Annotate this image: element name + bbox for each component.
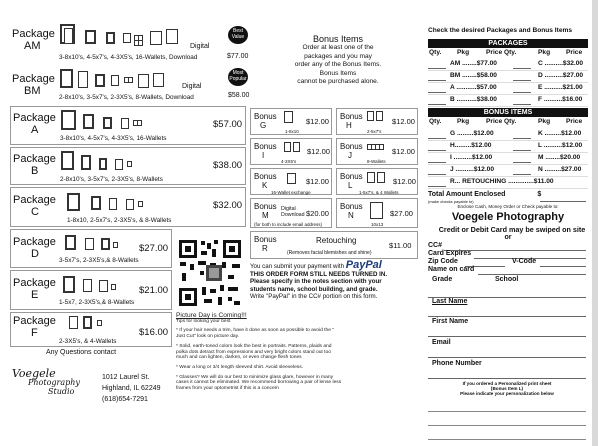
email-label: Email xyxy=(432,339,451,346)
package-am-desc: 3-8x10's, 4-5x7's, 4-3X5's, 16-Wallets, Download xyxy=(59,54,198,61)
package-am-digital: Digital xyxy=(190,43,210,50)
table-row[interactable]: G .........$12.00 K .........$12.00 xyxy=(428,129,588,141)
package-c-desc: 1-8x10, 2-5x7's, 2-3X5's, & 8-Wallets xyxy=(67,217,172,224)
package-bm-name: Package BM xyxy=(12,73,55,97)
first-name-label: First Name xyxy=(432,318,469,325)
bonus-n-box[interactable]: Bonus N 10x13 $27.00 xyxy=(336,198,418,228)
payment-info: You can submit your payment with PayPal THIS ORDER FORM STILL NEEDS TURNED IN. Please specify in the notes section with your students name, school building, and grade. Write "PayPal" in the CC# portion on this form. xyxy=(250,259,388,300)
personalization-field-2[interactable] xyxy=(428,412,586,426)
packages-col-headers: Qty. Pkg Price Qty. Pkg Price xyxy=(429,49,583,56)
v-code-label: V-Code xyxy=(512,258,537,265)
package-d-price: $27.00 xyxy=(139,243,169,254)
name-on-card-field[interactable] xyxy=(478,274,586,275)
total-amount: Total Amount Enclosed $ xyxy=(428,191,542,198)
bonus-i-box[interactable]: Bonus I 4-3X5's $12.00 xyxy=(250,138,332,165)
last-name-label: Last Name xyxy=(432,298,468,305)
phone-number-label: Phone Number xyxy=(432,360,482,367)
bonus-m-box[interactable]: Bonus M Digital Download (for both to include email address) $20.00 xyxy=(250,198,332,228)
package-b-name: Package B xyxy=(13,153,56,177)
packages-bar: PACKAGES xyxy=(428,39,588,48)
package-e-name: Package E xyxy=(13,277,56,301)
package-e-desc: 1-5x7, 2-3X5's,& 8-Wallets xyxy=(59,299,135,306)
package-b-desc: 2-8x10's, 3-5x7's, 2-3X5's, 8-Wallets xyxy=(60,176,163,183)
bonus-col-headers: Qty. Pkg Price Qty. Pkg Price xyxy=(429,118,583,125)
qr-code[interactable] xyxy=(176,237,244,309)
card-expires-label: Card Expires xyxy=(428,250,472,257)
package-f-box[interactable] xyxy=(10,312,172,347)
personalization-field-3[interactable] xyxy=(428,426,586,440)
phone-number-field[interactable] xyxy=(428,368,586,379)
bonus-k-box[interactable]: Bonus K 16-Wallet exchange $12.00 xyxy=(250,168,332,195)
studio-address: 1012 Laurel St. Highland, IL 62249 (618)654-7291 xyxy=(102,374,161,403)
email-field[interactable] xyxy=(428,347,586,358)
page-edge xyxy=(592,0,598,446)
total-note: (make checks payable to) xyxy=(428,199,474,204)
qr-code-graphic xyxy=(176,237,244,309)
order-heading: Check the desired Packages and Bonus Items xyxy=(428,27,573,34)
table-row[interactable]: AM ........$77.00 C ..........$32.00 xyxy=(428,59,588,71)
package-f-desc: 2-3X5's, & 4-Wallets xyxy=(59,338,117,345)
package-am-box[interactable] xyxy=(10,21,249,64)
package-b-box[interactable] xyxy=(10,147,246,185)
bonus-g-box[interactable]: Bonus G 1-8x10 $12.00 xyxy=(250,108,332,135)
picture-day-tips: Picture Day is Coming!!! Tips for looking your best * If your hair needs a trim, have it done as soon as possible to avoid the " Just Cut" look on picture day. * Solid, earth-toned colors look the best in portraits. Patterns, plaids and polka dots detract from expressions and very bright colors stand out too much and can lighten, darken, or even change flesh tones * Wear a long or 3/4 length sleeved shirt. Avoid sleeveless. * Glasses? We will do our best to minimize glass glare, however in many cases it cannot be eliminated. We recommend borrowing a pair of lense less frames from your optometrist if this is a concern xyxy=(176,312,342,392)
table-row[interactable]: B ...........$38.00 F ..........$16.00 xyxy=(428,95,588,107)
package-bm-box[interactable] xyxy=(10,64,250,104)
personalization-note: If you ordered a Personalized print sheet (Bonus Item L) Please indicate your personalization below xyxy=(460,381,554,397)
package-e-price: $21.00 xyxy=(139,285,169,296)
package-am-price: $77.00 xyxy=(227,53,249,60)
grade-label: Grade xyxy=(432,276,453,283)
table-row-retouching[interactable]: R... RETOUCHING ..............$11.00 xyxy=(428,177,588,189)
package-e-box[interactable] xyxy=(10,270,172,310)
school-label: School xyxy=(495,276,519,283)
bonus-l-box[interactable]: Bonus L 1-5x7's, & 4 Wallets $12.00 xyxy=(336,168,418,195)
package-f-name: Package F xyxy=(13,315,56,339)
package-a-name: Package A xyxy=(13,112,56,136)
package-c-price: $32.00 xyxy=(213,200,243,211)
last-name-field[interactable] xyxy=(428,306,586,317)
first-name-field[interactable] xyxy=(428,326,586,337)
table-row[interactable]: A ...........$57.00 E ..........$21.00 xyxy=(428,83,588,95)
studio-logo: Voegele Photography Studio xyxy=(12,367,80,396)
questions-contact: Any Questions contact xyxy=(46,349,117,356)
credit-card-note: Credit or Debit Card may be swiped on site xyxy=(438,225,586,234)
enclose-note: Enclose Cash, Money Order or Check payable to: xyxy=(457,204,559,209)
package-am-name: Package AM xyxy=(12,28,55,52)
package-c-box[interactable] xyxy=(10,187,246,227)
package-bm-desc: 2-8x10's, 3-5x7's, 2-3X5's, 8-Wallets, Download xyxy=(59,94,194,101)
package-c-name: Package C xyxy=(13,194,56,218)
package-b-price: $38.00 xyxy=(213,160,243,171)
package-f-price: $16.00 xyxy=(139,327,169,338)
package-bm-price: $58.00 xyxy=(228,92,250,99)
table-row[interactable]: J ..........$12.00 N .........$27.00 xyxy=(428,165,588,177)
table-row[interactable]: H.........$12.00 L ..........$12.00 xyxy=(428,141,588,153)
bonus-intro-title: Bonus Items xyxy=(312,34,364,44)
bonus-order-table[interactable] xyxy=(428,129,588,189)
bonus-intro: Bonus Items Order at least one of the packages and you may order any of the Bonus Items. Bonus Items cannot be purchased alone. xyxy=(258,34,418,87)
package-a-desc: 3-8x10's, 4-5x7's, 4-3X5's, 16-Wallets xyxy=(60,135,167,142)
zip-code-label: Zip Code xyxy=(428,258,458,265)
most-popular-badge: Most Popular xyxy=(228,68,248,86)
personalization-field-1[interactable] xyxy=(428,398,586,412)
table-row[interactable]: I ..........$12.00 M ........$20.00 xyxy=(428,153,588,165)
package-a-price: $57.00 xyxy=(213,119,243,130)
paypal-logo: PayPal xyxy=(345,259,382,271)
best-value-badge: Best Value xyxy=(228,26,248,44)
total-amount-field[interactable] xyxy=(540,201,586,202)
table-row[interactable]: BM ........$58.00 D ..........$27.00 xyxy=(428,71,588,83)
name-on-card-label: Name on card xyxy=(428,266,475,273)
bonus-h-box[interactable]: Bonus H 2-5x7's $12.00 xyxy=(336,108,418,135)
cc-label: CC# xyxy=(428,242,443,249)
v-code-field[interactable] xyxy=(540,266,586,267)
package-d-name: Package D xyxy=(13,236,56,260)
package-d-box[interactable] xyxy=(10,229,172,268)
bonus-j-box[interactable]: Bonus J 8-Wallets $12.00 xyxy=(336,138,418,165)
studio-name: Voegele Photography xyxy=(451,211,565,223)
packages-order-table[interactable] xyxy=(428,59,588,107)
bonus-items-bar: BONUS ITEMS xyxy=(428,108,588,117)
package-a-box[interactable] xyxy=(10,106,246,145)
package-d-desc: 3-5x7's, 2-3X5's,& 8-Wallets xyxy=(59,257,139,264)
grade-school-field[interactable] xyxy=(428,285,586,298)
package-bm-digital: Digital xyxy=(182,83,202,90)
bonus-r-box[interactable]: Bonus R Retouching (Removes facial blemishes and shine) $11.00 xyxy=(250,231,418,259)
or-label: or xyxy=(504,234,512,241)
